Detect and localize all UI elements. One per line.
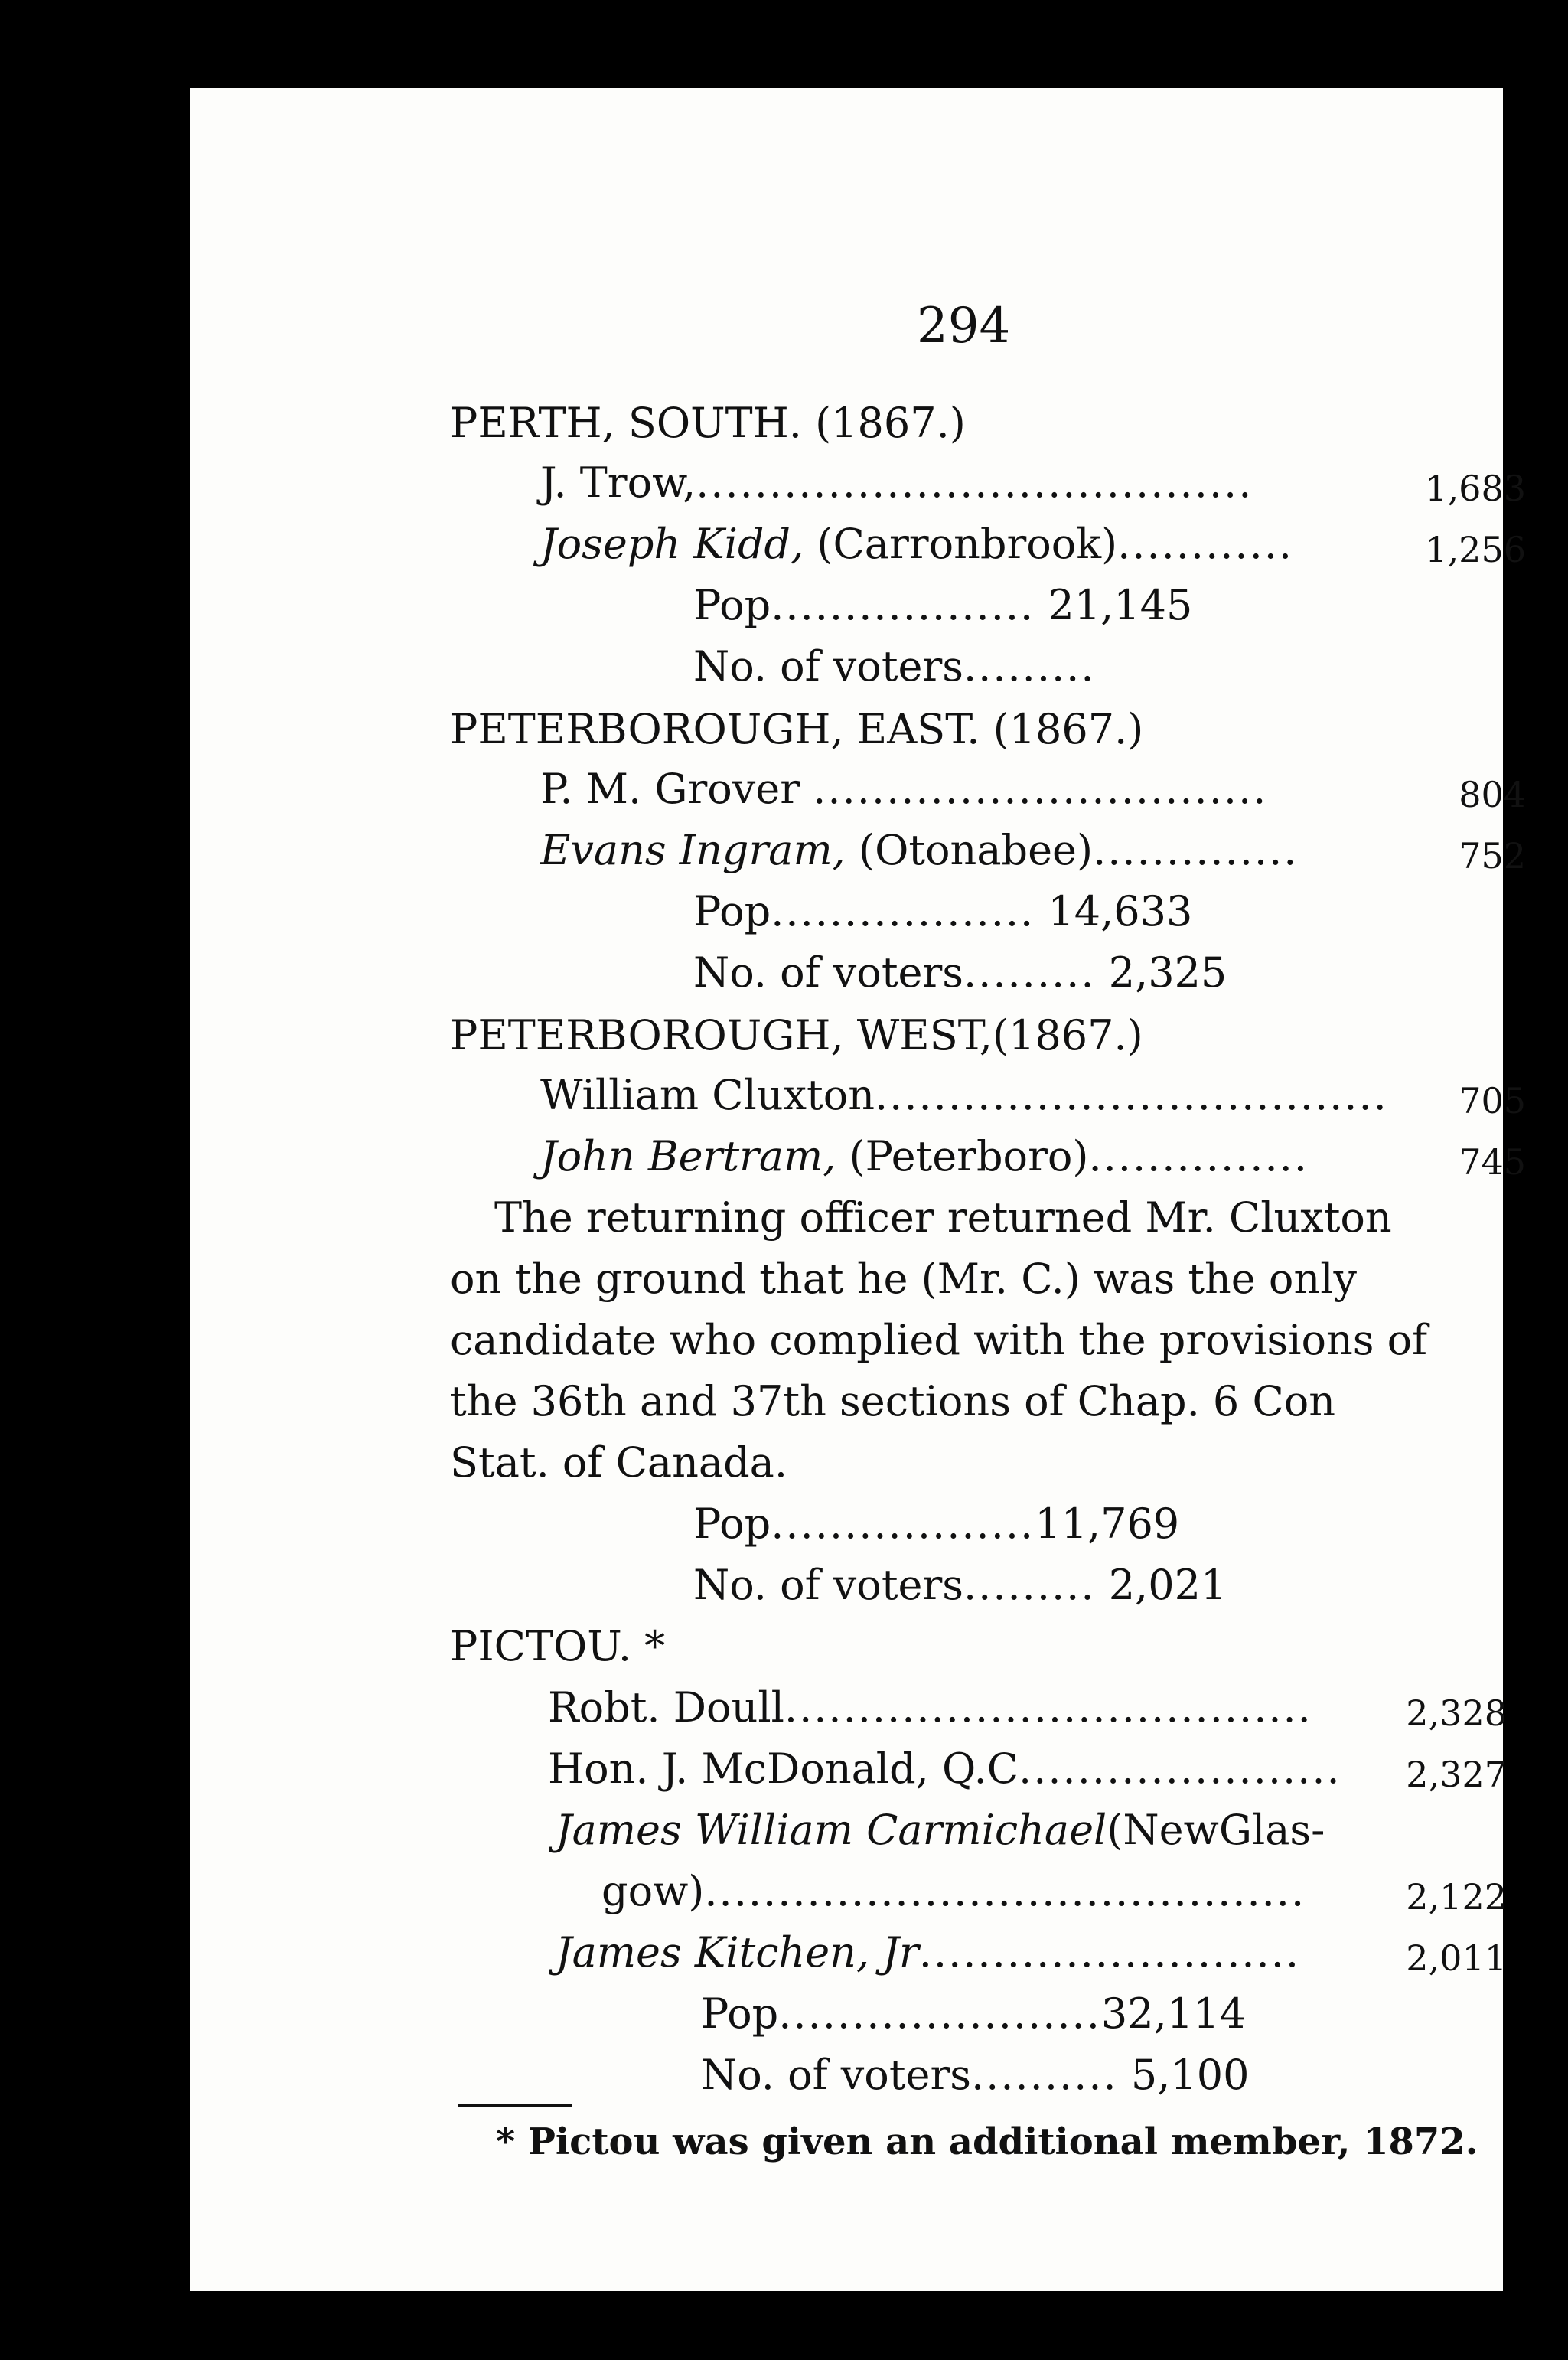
candidate-name: James Kitchen, Jr — [556, 1928, 919, 1976]
pop-label: Pop — [693, 581, 771, 629]
note-line: Stat. of Canada. — [450, 1438, 787, 1487]
leader-dots: ............................... — [813, 765, 1268, 813]
candidate-name: John Bertram, — [540, 1132, 836, 1180]
candidate-row — [540, 519, 1293, 570]
voters-label: No. of voters — [701, 2051, 972, 2099]
vote-count: 705 — [1459, 1080, 1526, 1121]
note-line: candidate who complied with the provisions of — [450, 1316, 1428, 1364]
footnote: * Pictou was given an additional member, 1872. — [496, 2120, 1478, 2163]
candidate-name: Robt. Doull — [548, 1683, 784, 1732]
pop-value: 11,769 — [1035, 1500, 1180, 1548]
leader-dots: ......... — [963, 1561, 1096, 1609]
candidate-name: William Cluxton — [540, 1071, 875, 1119]
candidate-name: Hon. J. McDonald, Q.C — [548, 1745, 1019, 1793]
candidate-row — [540, 825, 1298, 876]
leader-dots: .......... — [971, 2051, 1118, 2099]
leader-dots: ............... — [1088, 1132, 1309, 1180]
population-row — [693, 580, 1192, 631]
footnote-rule — [458, 2104, 572, 2107]
candidate-name: Joseph Kidd, — [540, 520, 804, 568]
candidate-row — [540, 1131, 1309, 1182]
pop-value: 14,633 — [1048, 887, 1193, 935]
candidate-row — [540, 764, 1267, 814]
note-line: on the ground that he (Mr. C.) was the only — [450, 1255, 1357, 1303]
vote-count: 745 — [1459, 1141, 1526, 1183]
leader-dots: ...................................... — [696, 459, 1253, 507]
candidate-place: (NewGlas- — [1107, 1806, 1325, 1854]
leader-dots: ...................... — [778, 1990, 1101, 2038]
pop-label: Pop — [693, 887, 771, 935]
voters-row — [701, 2050, 1249, 2100]
leader-dots: ......... — [963, 948, 1096, 997]
leader-dots: ................................... — [875, 1071, 1388, 1119]
population-row — [701, 1989, 1246, 2039]
note-line: The returning officer returned Mr. Cluxton — [494, 1193, 1392, 1242]
population-row — [693, 886, 1192, 937]
leader-dots: ...................... — [1019, 1745, 1341, 1793]
vote-count: 2,122 — [1406, 1876, 1507, 1918]
candidate-place: (Otonabee) — [845, 826, 1094, 874]
candidate-row — [540, 458, 1253, 508]
leader-dots: .................................... — [784, 1683, 1312, 1732]
page-number: 294 — [917, 298, 1011, 354]
vote-count: 2,328 — [1406, 1692, 1507, 1734]
leader-dots: ......................................... — [704, 1867, 1306, 1915]
voters-value: 2,325 — [1108, 948, 1227, 997]
pop-value: 32,114 — [1100, 1990, 1246, 2038]
section-heading-peterborough-west: PETERBOROUGH, WEST,(1867.) — [450, 1011, 1143, 1059]
voters-row — [693, 1560, 1227, 1611]
section-heading-peterborough-east: PETERBOROUGH, EAST. (1867.) — [450, 705, 1144, 753]
vote-count: 1,683 — [1425, 468, 1526, 509]
pop-value: 21,145 — [1048, 581, 1193, 629]
candidate-place-continued: gow) — [601, 1867, 705, 1915]
candidate-name: James William Carmichael — [556, 1806, 1107, 1854]
candidate-row — [556, 1805, 1325, 1856]
pop-label: Pop — [693, 1500, 771, 1548]
vote-count: 1,256 — [1425, 529, 1526, 570]
candidate-name: P. M. Grover — [540, 765, 800, 813]
section-heading-pictou: PICTOU. * — [450, 1622, 666, 1670]
leader-dots: .................. — [771, 1500, 1035, 1548]
voters-label: No. of voters — [693, 1561, 964, 1609]
candidate-place: (Carronbrook) — [804, 520, 1118, 568]
vote-count: 752 — [1459, 835, 1526, 876]
voters-label: No. of voters — [693, 948, 964, 997]
voters-value: 5,100 — [1130, 2051, 1250, 2099]
vote-count: 2,327 — [1406, 1754, 1507, 1795]
candidate-row — [548, 1683, 1312, 1733]
voters-value: 2,021 — [1108, 1561, 1227, 1609]
leader-dots: ......... — [963, 642, 1096, 690]
leader-dots: .......................... — [918, 1928, 1301, 1976]
candidate-row — [540, 1070, 1388, 1121]
vote-count: 804 — [1459, 774, 1526, 815]
candidate-name: J. Trow, — [540, 459, 696, 507]
voters-row — [693, 948, 1227, 998]
leader-dots: ............ — [1117, 520, 1294, 568]
candidate-name: Evans Ingram, — [540, 826, 846, 874]
section-heading-perth-south: PERTH, SOUTH. (1867.) — [450, 399, 966, 447]
population-row — [693, 1499, 1179, 1549]
pop-label: Pop — [701, 1990, 779, 2038]
candidate-row-continued — [601, 1866, 1306, 1917]
book-page — [190, 88, 1526, 2291]
leader-dots: .................. — [771, 581, 1035, 629]
note-line: the 36th and 37th sections of Chap. 6 Con — [450, 1377, 1336, 1425]
voters-label: No. of voters — [693, 642, 964, 690]
voters-row — [693, 641, 1096, 692]
leader-dots: .................. — [771, 887, 1035, 935]
leader-dots: .............. — [1093, 826, 1299, 874]
candidate-place: (Peterboro) — [836, 1132, 1089, 1180]
candidate-row — [556, 1927, 1300, 1978]
vote-count: 2,011 — [1406, 1937, 1507, 1979]
candidate-row — [548, 1744, 1341, 1794]
